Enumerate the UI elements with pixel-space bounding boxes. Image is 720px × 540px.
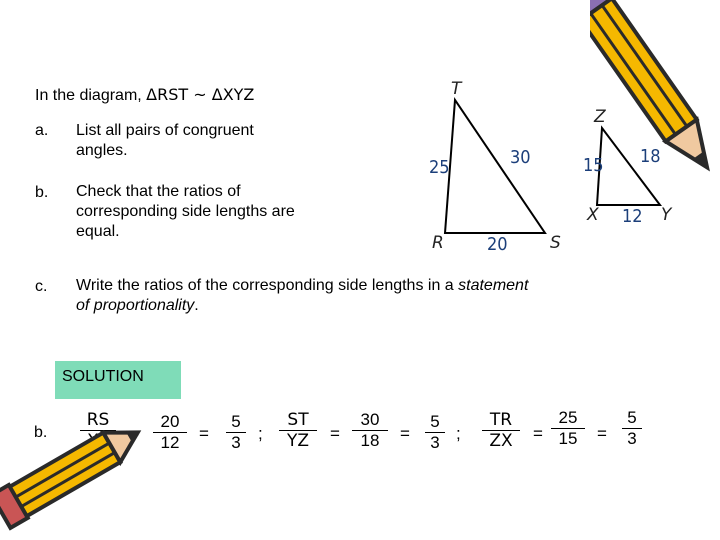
ratio-den-zx: ZX: [482, 430, 520, 451]
ratio-num-30: 30: [360, 410, 380, 429]
ratio-den-yz: YZ: [279, 430, 317, 451]
equals-sign: =: [597, 424, 607, 443]
equals-sign: =: [330, 424, 340, 443]
separator: ;: [258, 424, 263, 443]
vertex-z: Z: [594, 107, 606, 127]
item-c-line2-italic: of proportionality: [76, 297, 195, 314]
item-a-line1: List all pairs of congruent: [76, 122, 254, 139]
ratio-num-5: 5: [627, 408, 637, 427]
equals-sign: =: [533, 424, 543, 443]
ratio-num-20: 20: [160, 412, 180, 431]
item-b-line1: Check that the ratios of: [76, 183, 241, 200]
vertex-s: S: [550, 233, 561, 253]
ratio-num-rs: RS: [86, 410, 110, 430]
ratio-5-3-third: [622, 408, 642, 449]
ratio-den-3: 3: [226, 432, 246, 453]
side-zy-length: 18: [640, 146, 661, 167]
side-xz-length: 15: [583, 155, 604, 176]
ratio-num-tr: TR: [489, 410, 513, 430]
item-b-letter: b.: [35, 184, 49, 201]
item-c-line2-end: .: [194, 297, 199, 314]
item-b-line2: corresponding side lengths are: [76, 203, 295, 220]
separator: ;: [456, 424, 461, 443]
vertex-y: Y: [661, 205, 672, 225]
ratio-den-18: 18: [352, 430, 388, 451]
ratio-den-12: 12: [153, 432, 187, 453]
ratio-den-3: 3: [622, 428, 642, 449]
similarity-statement: ΔRST ~ ΔXYZ: [146, 85, 255, 104]
item-a-line2: angles.: [76, 142, 128, 159]
solution-label: SOLUTION: [62, 368, 144, 385]
vertex-t: T: [451, 79, 462, 99]
pencil-icon: [0, 415, 145, 540]
vertex-r: R: [432, 233, 444, 253]
ratio-20-12: [153, 412, 187, 453]
item-a-letter: a.: [35, 122, 49, 139]
ratio-num-st: ST: [287, 410, 309, 430]
ratio-st-yz: [279, 410, 317, 451]
item-c-line1-italic: statement: [458, 277, 529, 294]
equals-sign: =: [400, 424, 410, 443]
ratio-30-18: [352, 410, 388, 451]
side-rs-length: 20: [487, 234, 508, 255]
ratio-num-5: 5: [430, 412, 440, 431]
ratio-25-15: [551, 408, 585, 449]
ratio-num-25: 25: [558, 408, 578, 427]
ratio-den-3: 3: [425, 432, 445, 453]
item-c-letter: c.: [35, 278, 48, 295]
ratios-letter: b.: [34, 424, 48, 441]
item-c-line1-text: Write the ratios of the corresponding side lengths in a: [76, 277, 459, 294]
pencil-icon: [590, 0, 720, 200]
ratio-5-3-second: [425, 412, 445, 453]
vertex-x: X: [587, 205, 599, 225]
item-b-line3: equal.: [76, 223, 120, 240]
ratio-den-15: 15: [551, 428, 585, 449]
side-ts-length: 30: [510, 147, 531, 168]
heading-prefix: In the diagram,: [35, 87, 147, 104]
ratio-num-5: 5: [231, 412, 241, 431]
equals-sign: =: [199, 424, 209, 443]
side-xy-length: 12: [622, 206, 643, 227]
ratio-tr-zx: [482, 410, 520, 451]
side-rt-length: 25: [429, 157, 450, 178]
ratio-5-3-first: [226, 412, 246, 453]
